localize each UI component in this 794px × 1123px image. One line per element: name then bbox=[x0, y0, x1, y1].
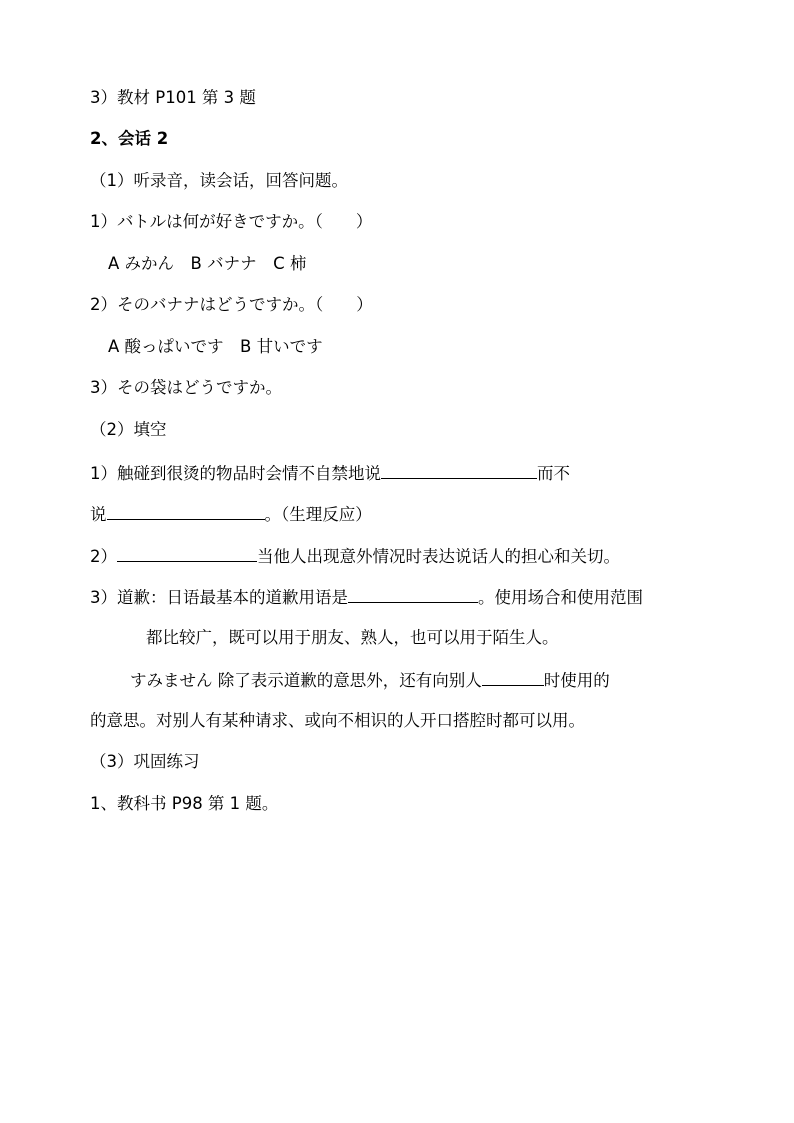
fill-blank-line bbox=[90, 584, 643, 610]
text-segment: 而不 bbox=[537, 464, 570, 483]
text-segment: 时使用的 bbox=[543, 671, 610, 690]
blank-underline bbox=[117, 543, 257, 562]
blank-underline bbox=[348, 584, 478, 603]
section-heading: 2、会话 2 bbox=[90, 129, 169, 148]
text-segment: 当他人出现意外情况时表达说话人的担心和关切。 bbox=[257, 547, 620, 566]
question: 2）そのバナナはどうですか。（ ） bbox=[90, 295, 373, 314]
blank-underline bbox=[381, 460, 537, 479]
text-segment: 。使用场合和使用范围 bbox=[478, 588, 643, 607]
blank-underline bbox=[482, 667, 544, 686]
text-line: 的意思。对别人有某种请求、或向不相识的人开口搭腔时都可以用。 bbox=[90, 711, 585, 730]
fill-blank-line bbox=[90, 460, 570, 486]
fill-blank-line bbox=[90, 543, 620, 569]
section-heading: （3）巩固练习 bbox=[90, 752, 200, 771]
text-segment: すみません 除了表示道歉的意思外，还有向别人 bbox=[130, 671, 482, 690]
question: 3）その袋はどうですか。 bbox=[90, 378, 282, 397]
text-line: 3）教材 P101 第 3 题 bbox=[90, 88, 256, 107]
text-line: （1）听录音，读会话，回答问题。 bbox=[90, 171, 348, 190]
text-segment: 。（生理反应） bbox=[264, 505, 372, 524]
text-segment: 说 bbox=[90, 505, 107, 524]
fill-blank-line bbox=[130, 667, 610, 693]
answer-options: A みかん B バナナ C 柿 bbox=[108, 254, 307, 273]
question: 1）バトルは何が好きですか。（ ） bbox=[90, 212, 373, 231]
text-segment: 2） bbox=[90, 547, 117, 566]
text-segment: 3）道歉：日语最基本的道歉用语是 bbox=[90, 588, 348, 607]
fill-blank-line bbox=[90, 501, 372, 527]
text-line: 1、教科书 P98 第 1 题。 bbox=[90, 794, 279, 813]
answer-options: A 酸っぱいです B 甘いです bbox=[108, 337, 323, 356]
blank-underline bbox=[107, 501, 265, 520]
text-segment: 1）触碰到很烫的物品时会情不自禁地说 bbox=[90, 464, 381, 483]
text-line: 都比较广，既可以用于朋友、熟人，也可以用于陌生人。 bbox=[146, 628, 559, 647]
section-heading: （2）填空 bbox=[90, 420, 167, 439]
